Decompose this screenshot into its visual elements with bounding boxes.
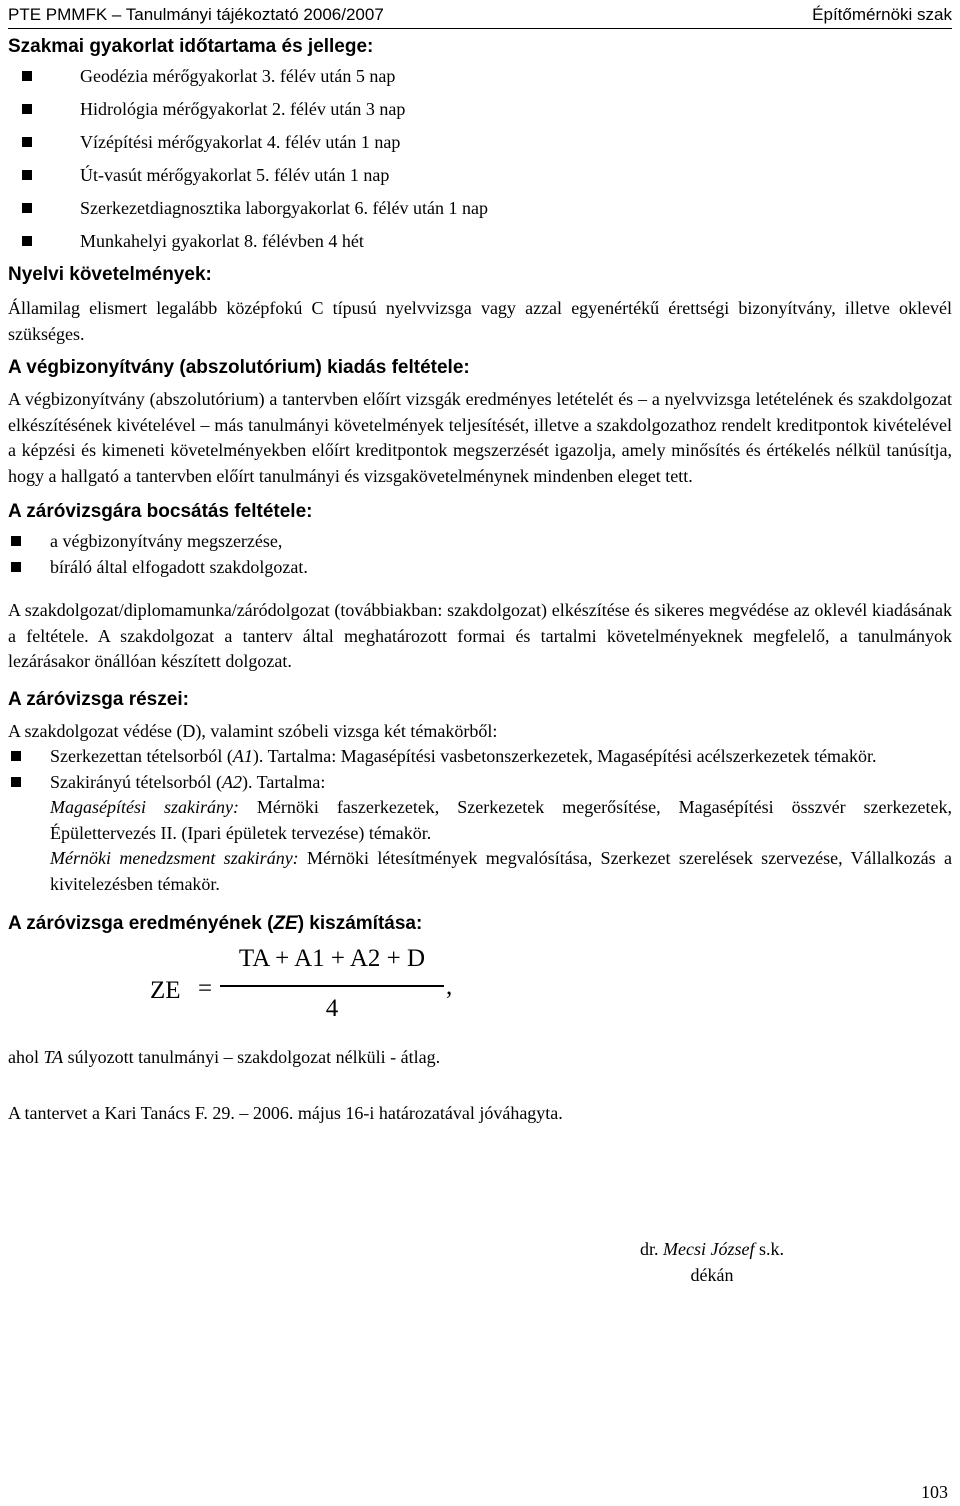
spec-text: Mérnöki faszerkezetek, Szerkezetek megerősítése, Magasépítési összvér szerkezetek, Épülettervezés II. (Ipari épületek tervezése) témakör.: [50, 797, 952, 843]
square-bullet-icon: [11, 536, 21, 546]
admission-text: A szakdolgozat/diplomamunka/záródolgozat (továbbiakban: szakdolgozat) elkészítése és sikeres megvédése az oklevél kiadásának a feltétele. A szakdolgozat a tanterv által meghatározott formai és tartalmi követelményeknek megfelelő, a tanulmányok lezárásakor önállóan készített dolgozat.: [8, 600, 952, 671]
list-item: Hidrológia mérőgyakorlat 2. félév után 3 nap: [8, 93, 952, 126]
square-bullet-icon: [22, 170, 32, 180]
page-header: [8, 4, 952, 29]
square-bullet-icon: [22, 104, 32, 114]
list-item: a végbizonyítvány megszerzése,: [8, 529, 952, 555]
square-bullet-icon: [22, 71, 32, 81]
header-left-text: PTE PMMFK – Tanulmányi tájékoztató 2006/2007: [8, 5, 384, 24]
square-bullet-icon: [22, 137, 32, 147]
list-item: Szerkezetdiagnosztika laborgyakorlat 6. félév után 1 nap: [8, 192, 952, 225]
practice-heading: Szakmai gyakorlat időtartama és jellege:: [8, 36, 374, 57]
square-bullet-icon: [11, 777, 21, 787]
exam-parts-heading: A záróvizsga részei:: [8, 688, 189, 710]
language-heading: Nyelvi követelmények:: [8, 264, 212, 285]
list-item: Munkahelyi gyakorlat 8. félévben 4 hét: [8, 225, 952, 258]
language-text: Államilag elismert legalább középfokú C típusú nyelvvizsga vagy azzal egyenértékű érettségi bizonyítvány, illetve oklevél szükséges.: [8, 298, 952, 344]
signature-name: dr. Mecsi József s.k.: [640, 1239, 784, 1259]
admission-heading: A záróvizsgára bocsátás feltétele:: [8, 501, 313, 522]
formula-equals: =: [198, 975, 213, 1002]
spec-text: Mérnöki létesítmények megvalósítása, Szerkezet szerelések szervezése, Vállalkozás a kivitelezésben témakör.: [50, 848, 952, 894]
list-item: bíráló által elfogadott szakdolgozat.: [8, 555, 952, 581]
list-item: Út-vasút mérőgyakorlat 5. félév után 1 nap: [8, 159, 952, 192]
list-item: Szakirányú tételsorból (A2). Tartalma: Magasépítési szakirány: Mérnöki faszerkezetek, Szerkezetek megerősítése, Magasépítési összvér szerkezetek, Épülettervezés II. (Ipari épületek tervezése) témakör. Mérnöki menedzsment szakirány: Mérnöki létesítmények megvalósítása, Szerkezet szerelések szervezése, Vállalkozás a kivitelezésben témakör.: [8, 770, 952, 898]
approval-text: A tantervet a Kari Tanács F. 29. – 2006. május 16-i határozatával jóváhagyta.: [8, 1102, 563, 1123]
fraction-bar: [220, 985, 444, 987]
result-heading: A záróvizsga eredményének (ZE) kiszámítása:: [8, 913, 423, 934]
absolutorium-text: A végbizonyítvány (abszolutórium) a tantervben előírt vizsgák eredményes letételét és – a nyelvvizsga letételének és szakdolgozat elkészítésének kivételével – más tanulmányi követelmények teljesítését, illetve a szakdolgozathoz rendelt kreditpontok kivételével a képzési és kimeneti követelményekben előírt kreditpontok megszerzését igazolja, amely minősítés és értékelés nélkül tanúsítja, hogy a hallgató a tantervben előírt tanulmányi és vizsgakövetelménynek mindenben eleget tett.: [8, 389, 952, 486]
practice-list: [8, 60, 952, 258]
header-right-text: Építőmérnöki szak: [812, 5, 952, 24]
square-bullet-icon: [11, 751, 21, 761]
square-bullet-icon: [11, 562, 21, 572]
absolutorium-heading: A végbizonyítvány (abszolutórium) kiadás feltétele:: [8, 357, 470, 378]
list-item: Vízépítési mérőgyakorlat 4. félév után 1 nap: [8, 126, 952, 159]
signature-block: [612, 1236, 812, 1288]
formula-comma: ,: [446, 973, 453, 1000]
formula-numerator: TA + A1 + A2 + D: [238, 945, 426, 972]
list-item: Geodézia mérőgyakorlat 3. félév után 5 nap: [8, 60, 952, 93]
square-bullet-icon: [22, 203, 32, 213]
formula-lhs: ZE: [150, 977, 181, 1004]
signature-title: dékán: [690, 1265, 734, 1285]
ze-formula: [8, 947, 952, 1037]
spec-label: Magasépítési szakirány:: [50, 797, 239, 817]
spec-label: Mérnöki menedzsment szakirány:: [50, 848, 299, 868]
formula-denominator: 4: [325, 995, 339, 1022]
page-content: [8, 34, 952, 1126]
square-bullet-icon: [22, 236, 32, 246]
exam-parts-list: [8, 744, 952, 897]
exam-parts-intro: A szakdolgozat védése (D), valamint szóbeli vizsga két témakörből:: [8, 720, 498, 741]
list-item: Szerkezettan tételsorból (A1). Tartalma: Magasépítési vasbetonszerkezetek, Magasépítési acélszerkezetek témakör.: [8, 744, 952, 770]
admission-list: [8, 529, 952, 580]
page-number: 103: [921, 1482, 948, 1502]
result-note: ahol TA súlyozott tanulmányi – szakdolgozat nélküli - átlag.: [8, 1047, 441, 1067]
